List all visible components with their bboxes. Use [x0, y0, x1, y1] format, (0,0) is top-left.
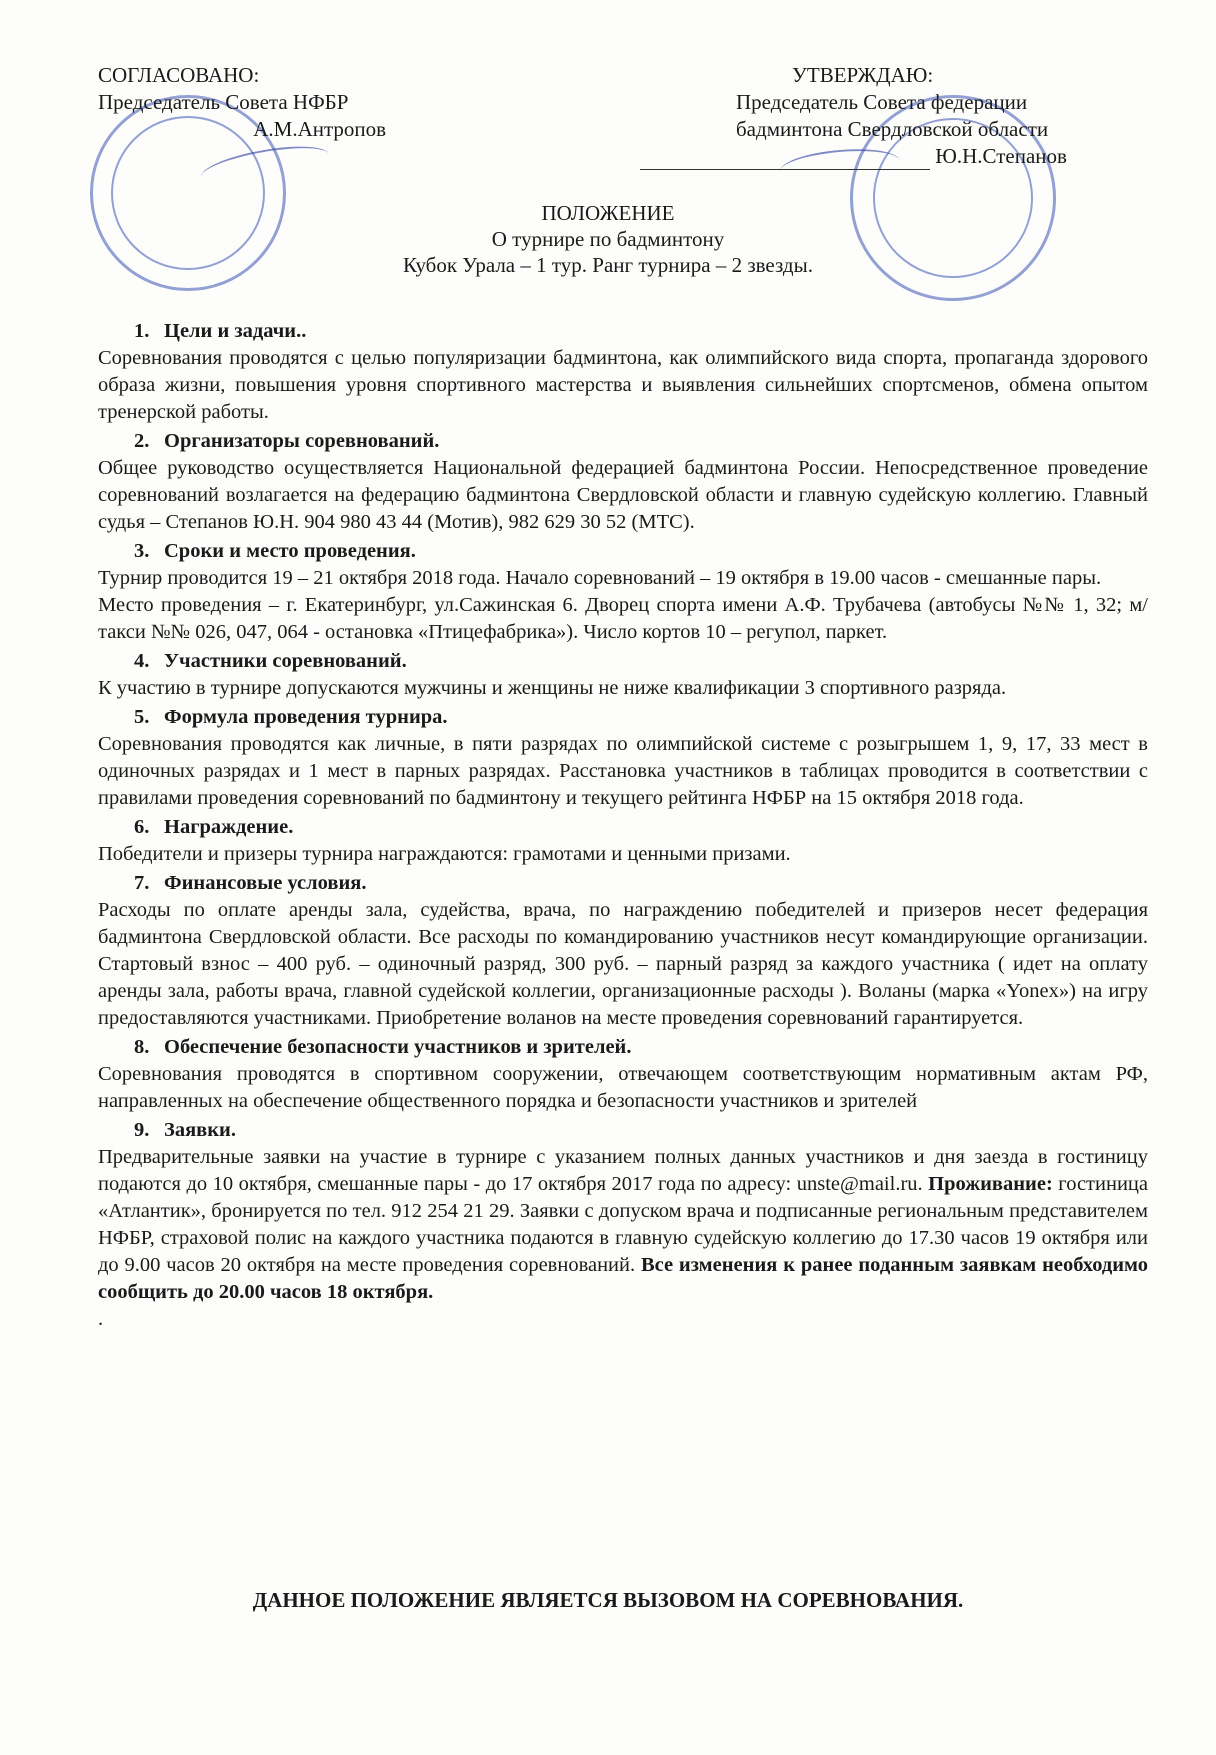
- approval-left-name: А.М.Антропов: [253, 117, 387, 141]
- section-title: [98, 1117, 1148, 1144]
- section-number: 9.: [134, 1119, 150, 1141]
- approval-right-title: УТВЕРЖДАЮ:: [792, 63, 934, 87]
- approval-right-sign-row: [640, 143, 1140, 170]
- section-text: Расходы по оплате аренды зала, судейства, врача, по награждению победителей и призеров несет федерация бадминтона Свердловской области. Все расходы по командированию участников несут командирующие организации. Стартовый взнос – 400 руб. – одиночный разряд, 300 руб. – парный разряд за каждого участника ( идет на оплату аренды зала, работы врача, главной судейской коллегии, организационные расходы ). Воланы (марка «Yonex») на игру предоставляются участниками. Приобретение воланов на месте проведения соревнований гарантируется.: [98, 899, 1148, 1029]
- approval-left-sign-row: [98, 116, 386, 143]
- section-text: Соревнования проводятся с целью популяризации бадминтона, как олимпийского вида спорта, пропаганда здорового образа жизни, повышения уровня спортивного мастерства и выявления сильнейших спортсменов, обмена опытом тренерской работы.: [98, 347, 1148, 423]
- right-signature-line: [640, 147, 930, 170]
- section-heading: Сроки и место проведения.: [164, 540, 416, 562]
- approval-block-left: [98, 62, 386, 143]
- document-type: ПОЛОЖЕНИЕ: [541, 201, 675, 225]
- section-title: [98, 428, 1148, 455]
- changes-deadline-note: Все изменения к ранее поданным заявкам необходимо сообщить до 20.00 часов 18 октября.: [98, 1254, 1148, 1303]
- applications-text-a: Предварительные заявки на участие в турнире с указанием полных данных участников и дня заезда в гостиницу подаются до 10 октября, смешанные пары - до 17 октября 2017 года по адресу: unste@mail.ru.: [98, 1146, 1148, 1195]
- section-heading: Заявки.: [164, 1119, 236, 1141]
- approval-right-position-1: Председатель Совета федерации: [736, 90, 1028, 114]
- section-title: [98, 538, 1148, 565]
- approval-left-position: Председатель Совета НФБР: [98, 90, 349, 114]
- section-number: 8.: [134, 1036, 150, 1058]
- final-note: ДАННОЕ ПОЛОЖЕНИЕ ЯВЛЯЕТСЯ ВЫЗОВОМ НА СОРЕВНОВАНИЯ.: [252, 1588, 964, 1612]
- section-number: 6.: [134, 816, 150, 838]
- section-text: [98, 1144, 1148, 1306]
- section-number: 4.: [134, 650, 150, 672]
- section-heading: Формула проведения турнира.: [164, 706, 448, 728]
- section-title: [98, 870, 1148, 897]
- section-number: 7.: [134, 872, 150, 894]
- tournament-title: Кубок Урала – 1 тур. Ранг турнира – 2 звезды.: [403, 253, 813, 277]
- section-heading: Награждение.: [164, 816, 294, 838]
- section-title: [98, 318, 1148, 345]
- section-title: [98, 1034, 1148, 1061]
- approval-right-position-2: бадминтона Свердловской области: [736, 117, 1049, 141]
- section-title: [98, 648, 1148, 675]
- section-text: Турнир проводится 19 – 21 октября 2018 года. Начало соревнований – 19 октября в 19.00 часов - смешанные пары.: [98, 567, 1102, 589]
- left-signature-line: [98, 121, 248, 143]
- section-text: Место проведения – г. Екатеринбург, ул.Сажинская 6. Дворец спорта имени А.Ф. Трубачева (автобусы №№ 1, 32; м/такси №№ 026, 047, 064 - остановка «Птицефабрика»). Число кортов 10 – регупол, паркет.: [98, 594, 1148, 643]
- section-text: Общее руководство осуществляется Национальной федерацией бадминтона России. Непосредственное проведение соревнований возлагается на федерацию бадминтона Свердловской области и главную судейскую коллегию. Главный судья – Степанов Ю.Н. 904 980 43 44 (Мотив), 982 629 30 52 (МТС).: [98, 457, 1148, 533]
- document-header: [0, 200, 1216, 278]
- section-heading: Финансовые условия.: [164, 872, 367, 894]
- document-subtitle: О турнире по бадминтону: [491, 227, 725, 251]
- section-number: 3.: [134, 540, 150, 562]
- section-title: [98, 704, 1148, 731]
- section-title: [98, 814, 1148, 841]
- section-heading: Цели и задачи..: [164, 320, 307, 342]
- approval-right-name: Ю.Н.Степанов: [935, 144, 1067, 168]
- document-body: [98, 316, 1148, 1333]
- section-number: 2.: [134, 430, 150, 452]
- section-text: Соревнования проводятся как личные, в пяти разрядах по олимпийской системе с розыгрышем 1, 9, 17, 33 мест в одиночных разрядах и 1 мест в парных разрядах. Расстановка участников в таблицах проводится в соответствии с правилами проведения соревнований по бадминтону и текущего рейтинга НФБР на 15 октября 2018 года.: [98, 733, 1148, 809]
- accommodation-label: Проживание:: [928, 1173, 1053, 1195]
- section-text: Победители и призеры турнира награждаются: грамотами и ценными призами.: [98, 843, 791, 865]
- section-text: К участию в турнире допускаются мужчины и женщины не ниже квалификации 3 спортивного разряда.: [98, 677, 1007, 699]
- section-number: 5.: [134, 706, 150, 728]
- section-text: Соревнования проводятся в спортивном сооружении, отвечающем соответствующим нормативным актам РФ, направленных на обеспечение общественного порядка и безопасности участников и зрителей: [98, 1063, 1148, 1112]
- section-heading: Организаторы соревнований.: [164, 430, 440, 452]
- section-heading: Обеспечение безопасности участников и зрителей.: [164, 1036, 632, 1058]
- applications-text-c: гостиница «Атлантик», бронируется по тел. 912 254 21 29. Заявки с допуском врача и подписанные региональным представителем НФБР, страховой полис на каждого участника подаются в главную судейскую коллегию до 17.30 часов 19 октября или до 9.00 часов 20 октября на месте проведения соревнований.: [98, 1173, 1148, 1276]
- stray-dot: .: [98, 1308, 104, 1330]
- section-heading: Участники соревнований.: [164, 650, 407, 672]
- approval-left-title: СОГЛАСОВАНО:: [98, 63, 260, 87]
- section-number: 1.: [134, 320, 150, 342]
- approval-block-right: [736, 62, 1116, 170]
